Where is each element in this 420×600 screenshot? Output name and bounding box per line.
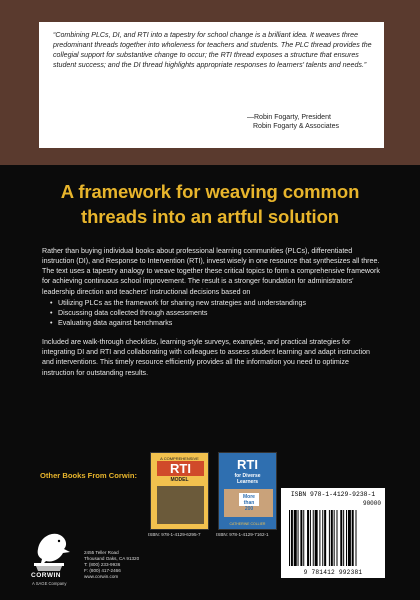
corwin-raven-logo-icon bbox=[28, 519, 74, 579]
book2-subtitle-line-2: Learners bbox=[236, 479, 259, 485]
attribution-name: —Robin Fogarty, President bbox=[247, 114, 331, 121]
endorsement-quote-box bbox=[39, 22, 384, 148]
isbn-barcode bbox=[281, 488, 385, 578]
benefit-item: • Evaluating data against benchmarks bbox=[50, 318, 382, 328]
address-line: 2455 Teller Road bbox=[84, 550, 119, 555]
description-paragraph-2: Included are walk-through checklists, learning-style surveys, examples, and practical strategies for integrating DI and RTI and collaborating with colleagues to assess student learning and adapt instruction and interventions. This timely resource efficiently provides all the information you need to optimize instruction for outstanding results. bbox=[42, 338, 370, 377]
book2-badge-line-1: More than bbox=[243, 494, 255, 506]
headline-line-1: A framework for weaving common bbox=[60, 181, 360, 202]
book1-subtitle: MODEL bbox=[170, 477, 189, 483]
description-paragraph-1: Rather than buying individual books about professional learning communities (PLCs), differentiated instruction (DI), and Response to Intervention (RTI), invest wisely in one resource that synthesizes all three. The text uses a tapestry analogy to weave together these critical topics to form a comprehensive framework for achieving continuous school improvement. The result is a stronger foundation for administrators' leadership direction and teachers' instructional decisions based on bbox=[42, 247, 380, 296]
address-line: Thousand Oaks, CA 91320 bbox=[84, 555, 140, 561]
book2-title: RTI bbox=[237, 457, 258, 472]
book1-isbn: ISBN: 978-1-4129-6295-7 bbox=[148, 532, 201, 537]
barcode-price-code: 90000 bbox=[362, 500, 381, 507]
address-phone: T: (800) 233-9936 bbox=[84, 561, 121, 567]
other-books-label: Other Books From Corwin: bbox=[40, 471, 138, 480]
publisher-address bbox=[84, 550, 139, 580]
book1-top-text: A COMPREHENSIVE bbox=[160, 456, 199, 461]
publisher-name: CORWIN bbox=[31, 572, 61, 579]
endorsement-quote: “Combining PLCs, DI, and RTI into a tapestry for school change is a brilliant idea. It weaves three predominant threads together into wholeness for teachers and students. The PLC thread provides the collegial support for substantive change to occur; the RTI thread exposes a structure that ensures student success; and the DI thread highlights appropriate responses to learners' talents and needs.” bbox=[53, 31, 372, 70]
barcode-isbn: ISBN 978-1-4129-9238-1 bbox=[290, 491, 376, 498]
description bbox=[42, 246, 382, 378]
book-cover-rti-diverse-learners bbox=[218, 452, 277, 530]
publisher-subtitle: A SAGE Company bbox=[32, 581, 67, 586]
book1-cover-photo bbox=[157, 486, 204, 524]
book-cover-comprehensive-rti-model bbox=[150, 452, 209, 530]
book2-badge-line-2: 200 bbox=[244, 506, 254, 512]
book1-title: RTI bbox=[157, 461, 204, 476]
attribution-org: Robin Fogarty & Associates bbox=[253, 123, 339, 131]
benefit-item: • Utilizing PLCs as the framework for sharing new strategies and understandings bbox=[50, 298, 382, 308]
benefit-item: • Discussing data collected through assessments bbox=[50, 308, 382, 318]
address-website: www.corwin.com bbox=[84, 573, 119, 579]
headline bbox=[0, 180, 420, 229]
benefit-list bbox=[50, 298, 382, 328]
headline-line-2: threads into an artful solution bbox=[81, 205, 339, 227]
barcode-bars-icon bbox=[281, 488, 385, 578]
book2-badge bbox=[239, 493, 259, 512]
book2-subtitle bbox=[219, 473, 276, 485]
barcode-ean-digits: 9 781412 992381 bbox=[303, 569, 363, 576]
book2-isbn: ISBN: 978-1-4129-7162-1 bbox=[216, 532, 269, 537]
book2-subtitle-line-1: for Diverse bbox=[234, 473, 261, 479]
book2-author: CATHERINE COLLIER bbox=[229, 522, 266, 526]
quote-attribution bbox=[247, 113, 372, 132]
address-fax: F: (800) 417-2466 bbox=[84, 567, 121, 573]
